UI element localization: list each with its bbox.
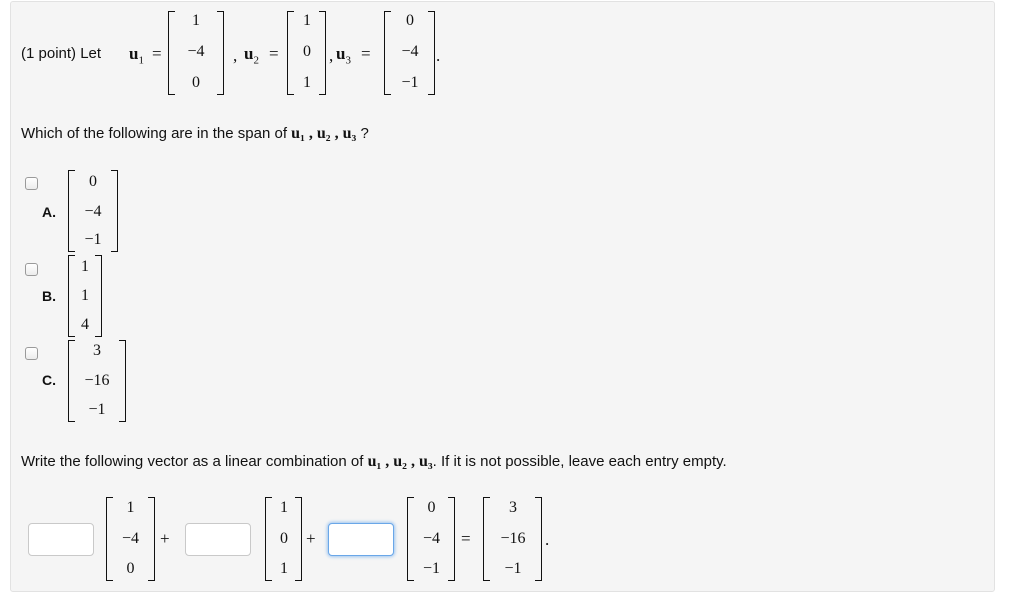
comma: ,: [233, 46, 238, 65]
span-question: Which of the following are in the span of u₁ , u₂ , u₃ ?: [21, 125, 369, 142]
equals-sign: =: [269, 44, 279, 63]
u3-symbol: $u_3$: [336, 44, 351, 67]
matrix-entry: 0: [303, 43, 311, 60]
coefficient-3-input[interactable]: [328, 523, 394, 556]
option-c-checkbox[interactable]: [25, 347, 38, 360]
matrix-entry: −1: [88, 401, 106, 418]
u1-symbol: $u_1$: [129, 44, 144, 67]
matrix-entry: −4: [187, 43, 205, 60]
matrix-entry: 0: [89, 173, 97, 190]
matrix-entry: −1: [401, 74, 419, 91]
matrix-entry: 0: [280, 530, 288, 547]
matrix-entry: 0: [192, 74, 200, 91]
matrix-entry: 0: [427, 499, 436, 516]
matrix-entry: 1: [280, 499, 288, 516]
matrix-entry: 1: [303, 74, 311, 91]
period: .: [436, 46, 441, 65]
equals-sign: =: [461, 529, 471, 548]
equals-sign: =: [361, 44, 371, 63]
matrix-entry: 1: [303, 12, 311, 29]
plus-sign: +: [306, 529, 316, 548]
matrix-entry: −1: [422, 560, 441, 577]
matrix-entry: 1: [81, 258, 89, 275]
matrix-entry: 3: [93, 342, 101, 359]
matrix-entry: −4: [121, 530, 140, 547]
matrix-entry: 0: [406, 12, 414, 29]
matrix-entry: −4: [401, 43, 419, 60]
equals-sign: =: [152, 44, 162, 63]
plus-sign: +: [160, 529, 170, 548]
matrix-entry: 4: [81, 316, 89, 333]
matrix-entry: 1: [126, 499, 135, 516]
option-b-label: B.: [42, 288, 56, 304]
linear-combination-question: Write the following vector as a linear combination of u₁ , u₂ , u₃. If it is not possible, leave each entry empty.: [21, 453, 727, 470]
matrix-entry: 0: [126, 560, 135, 577]
option-a-checkbox[interactable]: [25, 177, 38, 190]
option-b-checkbox[interactable]: [25, 263, 38, 276]
matrix-entry: −1: [504, 560, 522, 577]
matrix-entry: 1: [280, 560, 288, 577]
coefficient-2-input[interactable]: [185, 523, 251, 556]
problem-panel: [10, 1, 995, 592]
coefficient-1-input[interactable]: [28, 523, 94, 556]
intro-text: (1 point) Let: [21, 45, 102, 62]
period: .: [545, 530, 550, 549]
matrix-entry: 1: [81, 287, 89, 304]
matrix-entry: −1: [84, 231, 102, 248]
matrix-entry: 1: [192, 12, 200, 29]
matrix-entry: −16: [500, 530, 526, 547]
comma: ,: [329, 46, 334, 65]
matrix-entry: −4: [422, 530, 441, 547]
matrix-entry: 3: [509, 499, 517, 516]
matrix-entry: −16: [84, 372, 110, 389]
u2-symbol: $u_2$: [244, 44, 259, 67]
option-c-label: C.: [42, 372, 56, 388]
matrix-entry: −4: [84, 203, 102, 220]
option-a-label: A.: [42, 204, 56, 220]
